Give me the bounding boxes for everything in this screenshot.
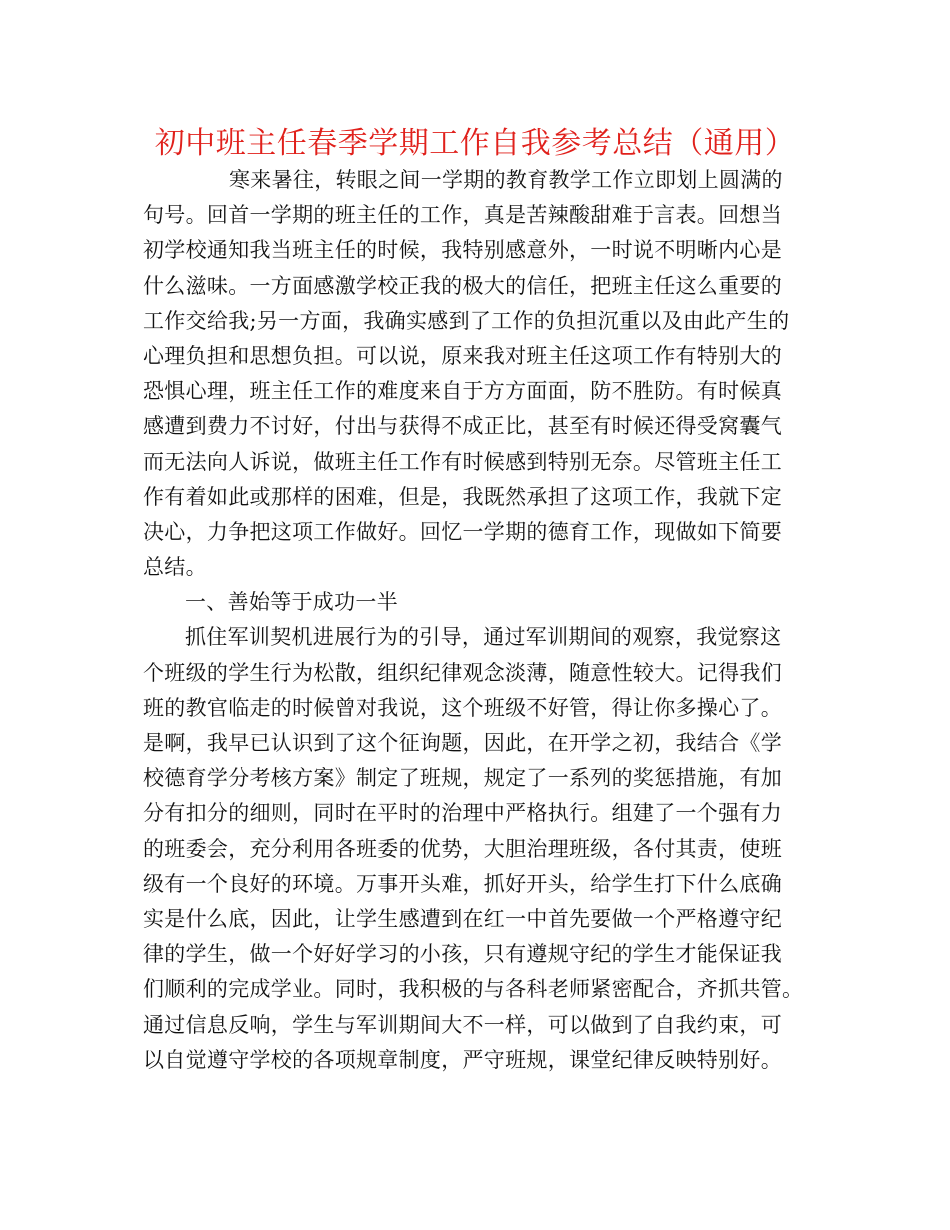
paragraph-line: 班的教官临走的时候曾对我说，这个班级不好管，得让你多操心了。	[143, 695, 782, 720]
paragraph-line: 实是什么底，因此，让学生感遭到在红一中首先要做一个严格遵守纪	[143, 906, 782, 931]
paragraph-line: 总结。	[143, 555, 207, 580]
paragraph-line: 级有一个良好的环境。万事开头难，抓好开头，给学生打下什么底确	[143, 871, 782, 896]
paragraph-line: 寒来暑往，转眼之间一学期的教育教学工作立即划上圆满的	[229, 168, 783, 192]
paragraph-line: 工作交给我;另一方面，我确实感到了工作的负担沉重以及由此产生的	[143, 308, 790, 333]
paragraph-line: 个班级的学生行为松散，组织纪律观念淡薄，随意性较大。记得我们	[143, 660, 782, 685]
paragraph-line: 初学校通知我当班主任的时候，我特别感意外，一时说不明晰内心是	[143, 238, 782, 263]
paragraph-line: 是啊，我早已认识到了这个征询题，因此，在开学之初，我结合《学	[143, 731, 782, 755]
paragraph-line: 的班委会，充分利用各班委的优势，大胆治理班级，各付其责，使班	[143, 836, 782, 861]
paragraph-line: 们顺利的完成学业。同时，我积极的与各科老师紧密配合，齐抓共管。	[143, 977, 804, 1002]
paragraph-line: 心理负担和思想负担。可以说，原来我对班主任这项工作有特别大的	[143, 343, 782, 368]
paragraph-line: 句号。回首一学期的班主任的工作，真是苦辣酸甜难于言表。回想当	[143, 203, 782, 228]
paragraph-line: 以自觉遵守学校的各项规章制度，严守班规，课堂纪律反映特别好。	[143, 1047, 782, 1072]
paragraph-line: 通过信息反响，学生与军训期间大不一样，可以做到了自我约束，可	[143, 1012, 782, 1037]
paragraph-line: 抓住军训契机进展行为的引导，通过军训期间的观察，我觉察这	[185, 625, 782, 650]
paragraph-line: 感遭到费力不讨好，付出与获得不成正比，甚至有时候还得受窝囊气	[143, 414, 782, 439]
paragraph-line: 分有扣分的细则，同时在平时的治理中严格执行。组建了一个强有力	[143, 801, 782, 826]
paragraph-line: 律的学生，做一个好好学习的小孩，只有遵规守纪的学生才能保证我	[143, 942, 782, 967]
paragraph-line: 作有着如此或那样的困难，但是，我既然承担了这项工作，我就下定	[143, 484, 782, 509]
section-heading: 一、善始等于成功一半	[185, 590, 398, 615]
paragraph-line: 而无法向人诉说，做班主任工作有时候感到特别无奈。尽管班主任工	[143, 449, 782, 474]
document-body	[143, 163, 823, 1078]
paragraph-line: 恐惧心理，班主任工作的难度来自于方方面面，防不胜防。有时候真	[143, 379, 782, 404]
paragraph-line: 什么滋味。一方面感激学校正我的极大的信任，把班主任这么重要的	[143, 273, 782, 298]
paragraph-line: 决心，力争把这项工作做好。回忆一学期的德育工作，现做如下简要	[143, 519, 782, 544]
paragraph-line: 校德育学分考核方案》制定了班规，规定了一系列的奖惩措施，有加	[143, 766, 782, 791]
document-title: 初中班主任春季学期工作自我参考总结（通用）	[154, 126, 796, 161]
